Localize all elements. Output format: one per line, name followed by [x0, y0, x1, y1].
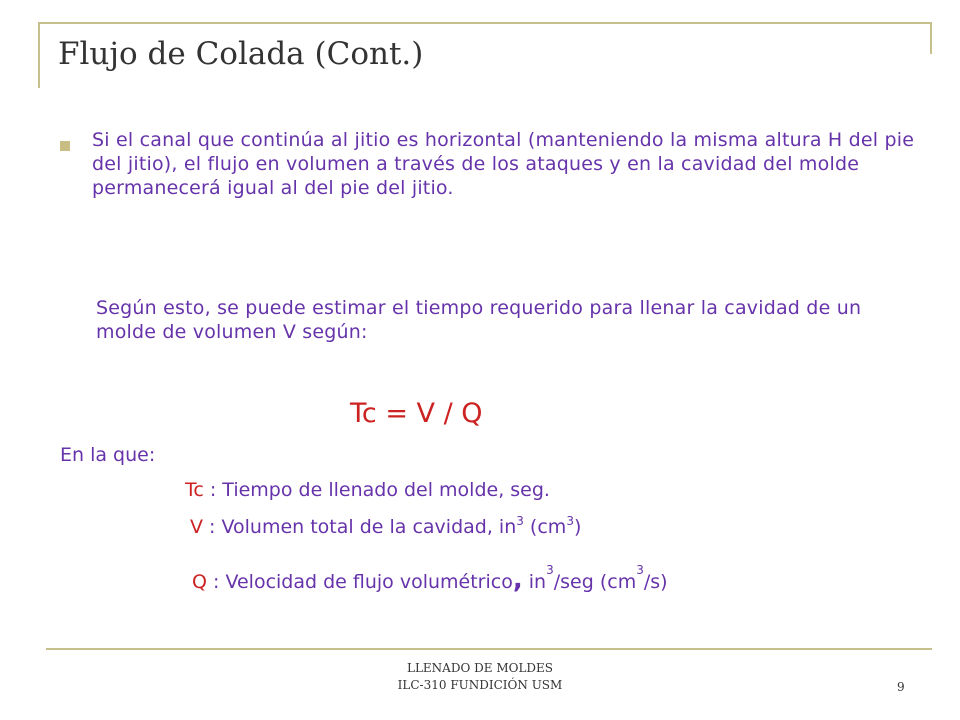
definition-text: /s): [643, 571, 668, 593]
definition-text: : Volumen total de la cavidad, in: [203, 516, 517, 538]
footer-line-2: ILC-310 FUNDICIÓN USM: [397, 678, 563, 692]
definition-text: in: [522, 571, 547, 593]
symbol-q: Q: [192, 571, 207, 593]
definition-text: (cm: [523, 516, 567, 538]
definition-text: : Velocidad de flujo volumétrico: [206, 571, 513, 593]
comma: ,: [512, 565, 523, 595]
symbol-v: V: [190, 516, 203, 538]
symbol-tc: Tc: [185, 479, 204, 501]
definitions-intro: En la que:: [60, 444, 156, 466]
page-number: 9: [897, 680, 905, 694]
superscript: 3: [636, 563, 644, 577]
superscript: 3: [546, 563, 554, 577]
frame-left-line: [38, 22, 40, 88]
definition-text: /seg (cm: [553, 571, 637, 593]
superscript: 3: [566, 514, 574, 528]
slide-title: Flujo de Colada (Cont.): [58, 36, 424, 72]
definition-text: ): [573, 516, 582, 538]
definition-v: [190, 516, 581, 538]
formula: Tc = V / Q: [350, 398, 483, 429]
frame-right-line: [930, 22, 932, 54]
definition-q: [192, 565, 668, 595]
bullet-paragraph: Si el canal que continúa al jitio es horizontal (manteniendo la misma altura H del pie del jitio), el flujo en volumen a través de los ataques y en la cavidad del molde permanecerá igual al del pie del jitio.: [92, 129, 915, 199]
definition-tc: [185, 479, 550, 501]
footer: [0, 660, 960, 694]
footer-divider: [46, 648, 932, 650]
bullet-square-icon: [60, 141, 70, 151]
footer-line-1: LLENADO DE MOLDES: [406, 661, 554, 675]
superscript: 3: [516, 514, 524, 528]
explanation-paragraph: Según esto, se puede estimar el tiempo requerido para llenar la cavidad de un molde de volumen V según:: [96, 297, 862, 343]
definition-text: : Tiempo de llenado del molde, seg.: [203, 479, 550, 501]
frame-top-line: [38, 22, 932, 24]
